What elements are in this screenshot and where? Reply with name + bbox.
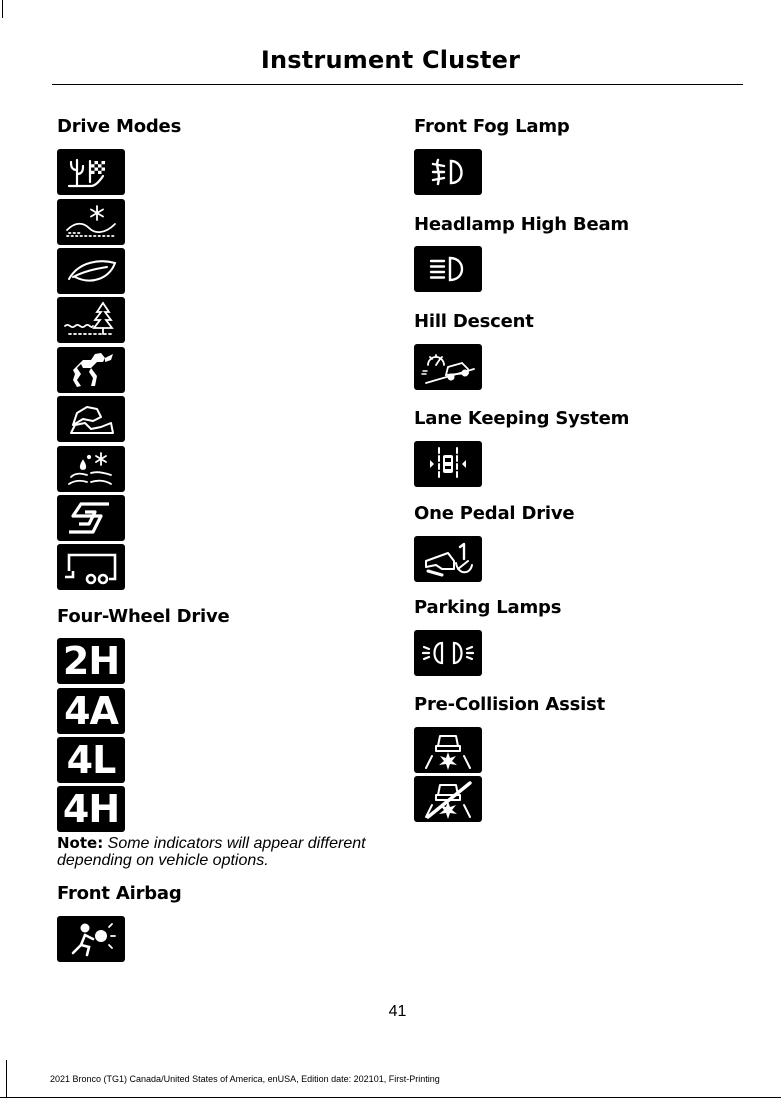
airbag-icon <box>57 916 125 962</box>
parking-lamps-icon <box>414 630 482 676</box>
heading-four-wheel-drive: Four-Wheel Drive <box>57 606 230 627</box>
crop-mark <box>6 1060 7 1098</box>
slippery-mode-icon <box>57 297 125 343</box>
hill-descent-icon <box>414 344 482 390</box>
title-rule <box>52 84 743 85</box>
badge-4l: 4L <box>57 737 125 783</box>
heading-front-airbag: Front Airbag <box>57 883 182 904</box>
heading-pre-collision-assist: Pre-Collision Assist <box>414 694 606 715</box>
crop-mark <box>2 0 3 18</box>
high-beam-icon <box>414 246 482 292</box>
pre-collision-icon <box>414 727 482 773</box>
sport-mode-icon <box>57 495 125 541</box>
sand-snow-mode-icon <box>57 199 125 245</box>
heading-headlamp-high-beam: Headlamp High Beam <box>414 214 629 235</box>
lane-keeping-icon <box>414 441 482 487</box>
one-pedal-icon <box>414 536 482 582</box>
mud-rut-mode-icon <box>57 446 125 492</box>
crop-mark <box>0 1097 781 1098</box>
heading-one-pedal-drive: One Pedal Drive <box>414 503 575 524</box>
note-label: Note: <box>57 834 104 852</box>
badge-4h: 4H <box>57 786 125 832</box>
heading-front-fog-lamp: Front Fog Lamp <box>414 116 570 137</box>
heading-parking-lamps: Parking Lamps <box>414 597 562 618</box>
heading-hill-descent: Hill Descent <box>414 311 534 332</box>
note-paragraph <box>57 835 397 869</box>
page-title: Instrument Cluster <box>260 46 521 74</box>
baja-mode-icon <box>57 149 125 195</box>
badge-2h: 2H <box>57 638 125 684</box>
badge-4a: 4A <box>57 688 125 734</box>
page-number: 41 <box>388 1003 407 1020</box>
footer-text: 2021 Bronco (TG1) Canada/United States of America, enUSA, Edition date: 202101, First-Printing <box>50 1074 440 1084</box>
note-text: Some indicators will appear different depending on vehicle options. <box>57 835 366 869</box>
heading-drive-modes: Drive Modes <box>57 116 182 137</box>
pre-collision-off-icon <box>414 776 482 822</box>
rock-crawl-mode-icon <box>57 396 125 442</box>
eco-mode-icon <box>57 248 125 294</box>
tow-haul-mode-icon <box>57 544 125 590</box>
goat-mode-icon <box>57 347 125 393</box>
heading-lane-keeping-system: Lane Keeping System <box>414 408 630 429</box>
fog-lamp-icon <box>414 149 482 195</box>
